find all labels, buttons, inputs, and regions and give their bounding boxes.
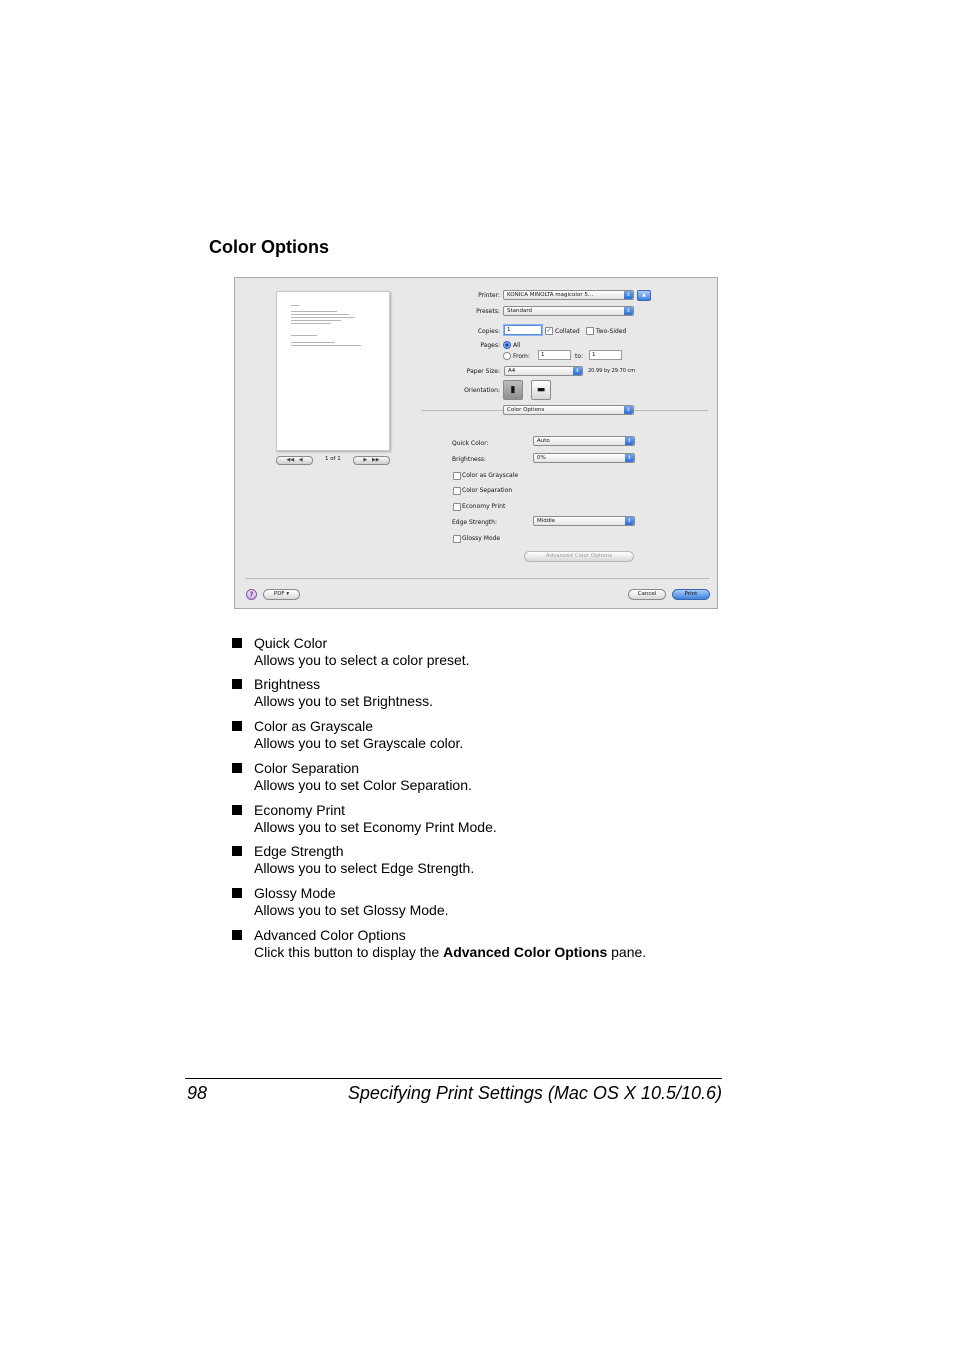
popup-arrows-icon: ⇕ <box>625 437 634 445</box>
bullet-square-icon <box>232 721 242 731</box>
list-item-title: Color as Grayscale <box>254 718 374 734</box>
portrait-orientation-icon[interactable]: ▮ <box>503 380 523 400</box>
paper-size-dims: 20.99 by 29.70 cm <box>588 368 636 374</box>
popup-arrows-icon: ⇕ <box>624 291 633 299</box>
printer-label: Printer: <box>478 292 500 299</box>
color-as-grayscale-label: Color as Grayscale <box>462 472 519 479</box>
pages-from-label: From: <box>513 353 530 360</box>
list-item-title: Economy Print <box>254 802 346 818</box>
popup-arrows-icon: ⇕ <box>624 406 633 414</box>
copies-field[interactable]: 1 <box>504 325 542 335</box>
bullet-square-icon <box>232 638 242 648</box>
list-item-title: Glossy Mode <box>254 885 336 901</box>
edge-strength-value: Middle <box>537 518 556 524</box>
orientation-label: Orientation: <box>464 387 500 394</box>
list-item-desc <box>254 944 646 962</box>
list-item-title: Color Separation <box>254 760 360 776</box>
two-sided-checkbox[interactable] <box>586 327 594 335</box>
economy-print-checkbox[interactable] <box>453 503 461 511</box>
brightness-popup[interactable] <box>533 453 635 463</box>
edge-strength-label: Edge Strength: <box>452 519 497 526</box>
footer-rule <box>185 1078 722 1079</box>
preview-page-counter: 1 of 1 <box>325 456 341 462</box>
collated-checkbox[interactable]: ✓ <box>546 327 552 334</box>
cancel-button[interactable]: Cancel <box>628 589 666 600</box>
presets-label: Presets: <box>476 308 500 315</box>
list-item-desc: Allows you to set Glossy Mode. <box>254 902 449 918</box>
bullet-square-icon <box>232 888 242 898</box>
bullet-square-icon <box>232 846 242 856</box>
desc-text: Click this button to display the <box>254 944 444 960</box>
paper-size-value: A4 <box>508 368 516 374</box>
pages-from-field[interactable]: 1 <box>538 350 571 360</box>
glossy-mode-checkbox[interactable] <box>453 535 461 543</box>
pages-label: Pages: <box>480 342 500 349</box>
popup-arrows-icon: ⇕ <box>573 367 582 375</box>
list-item-title: Advanced Color Options <box>254 927 406 943</box>
help-icon[interactable]: ? <box>246 589 257 600</box>
print-button[interactable]: Print <box>672 589 710 600</box>
list-item-desc: Allows you to set Color Separation. <box>254 777 472 793</box>
bullet-square-icon <box>232 930 242 940</box>
pages-all-label: All <box>513 342 521 349</box>
paper-size-label: Paper Size: <box>466 368 500 375</box>
desc-bold-text: Advanced Color Options <box>443 944 608 960</box>
bullet-square-icon <box>232 805 242 815</box>
presets-value: Standard <box>507 308 533 314</box>
collated-label: Collated <box>555 328 580 335</box>
pages-from-radio[interactable] <box>503 352 511 360</box>
list-item-title: Brightness <box>254 676 321 692</box>
pages-all-radio[interactable] <box>503 341 511 349</box>
list-item-title: Edge Strength <box>254 843 344 859</box>
quick-color-label: Quick Color: <box>452 440 489 447</box>
preview-prev-button[interactable]: ◀◀ ◀ <box>276 456 313 465</box>
landscape-orientation-icon[interactable]: ▬ <box>531 380 551 400</box>
pdf-button[interactable]: PDF ▾ <box>263 589 300 600</box>
two-sided-label: Two-Sided <box>596 328 627 335</box>
color-as-grayscale-checkbox[interactable] <box>453 472 461 480</box>
pane-popup[interactable] <box>503 405 634 415</box>
preview-next-button[interactable]: ▶ ▶▶ <box>353 456 390 465</box>
paper-size-popup[interactable] <box>504 366 583 376</box>
list-item-desc: Allows you to set Economy Print Mode. <box>254 819 497 835</box>
list-item-desc: Allows you to select Edge Strength. <box>254 860 475 876</box>
printer-popup[interactable] <box>503 290 634 300</box>
bullet-square-icon <box>232 679 242 689</box>
list-item-desc: Allows you to set Brightness. <box>254 693 433 709</box>
desc-text: pane. <box>607 944 647 960</box>
printer-value: KONICA MINOLTA magicolor 5... <box>507 292 594 298</box>
disclosure-up-icon[interactable]: ▲ <box>637 290 651 301</box>
color-separation-checkbox[interactable] <box>453 487 461 495</box>
pages-to-field[interactable]: 1 <box>589 350 622 360</box>
list-item-desc: Allows you to set Grayscale color. <box>254 735 464 751</box>
glossy-mode-label: Glossy Mode <box>462 535 501 542</box>
copies-label: Copies: <box>477 328 500 335</box>
footer-title: Specifying Print Settings (Mac OS X 10.5/10.6) <box>347 1083 722 1103</box>
popup-arrows-icon: ⇕ <box>625 517 634 525</box>
pane-value: Color Options <box>507 407 545 413</box>
popup-arrows-icon: ⇕ <box>624 307 633 315</box>
list-item-desc: Allows you to select a color preset. <box>254 652 470 668</box>
page-preview <box>276 291 390 451</box>
quick-color-value: Auto <box>537 438 550 444</box>
presets-popup[interactable] <box>503 306 634 316</box>
bullet-square-icon <box>232 763 242 773</box>
divider <box>245 578 709 579</box>
print-dialog-screenshot <box>234 277 718 609</box>
list-item-title: Quick Color <box>254 635 328 651</box>
section-heading: Color Options <box>209 237 329 257</box>
popup-arrows-icon: ⇕ <box>625 454 634 462</box>
advanced-color-options-button[interactable]: Advanced Color Options <box>524 551 634 562</box>
page-number: 98 <box>187 1083 208 1103</box>
economy-print-label: Economy Print <box>462 503 506 510</box>
pages-to-label: to: <box>575 353 584 360</box>
edge-strength-popup[interactable] <box>533 516 635 526</box>
quick-color-popup[interactable] <box>533 436 635 446</box>
brightness-label: Brightness: <box>452 456 486 463</box>
brightness-value: 0% <box>537 455 546 461</box>
color-separation-label: Color Separation <box>462 487 513 494</box>
